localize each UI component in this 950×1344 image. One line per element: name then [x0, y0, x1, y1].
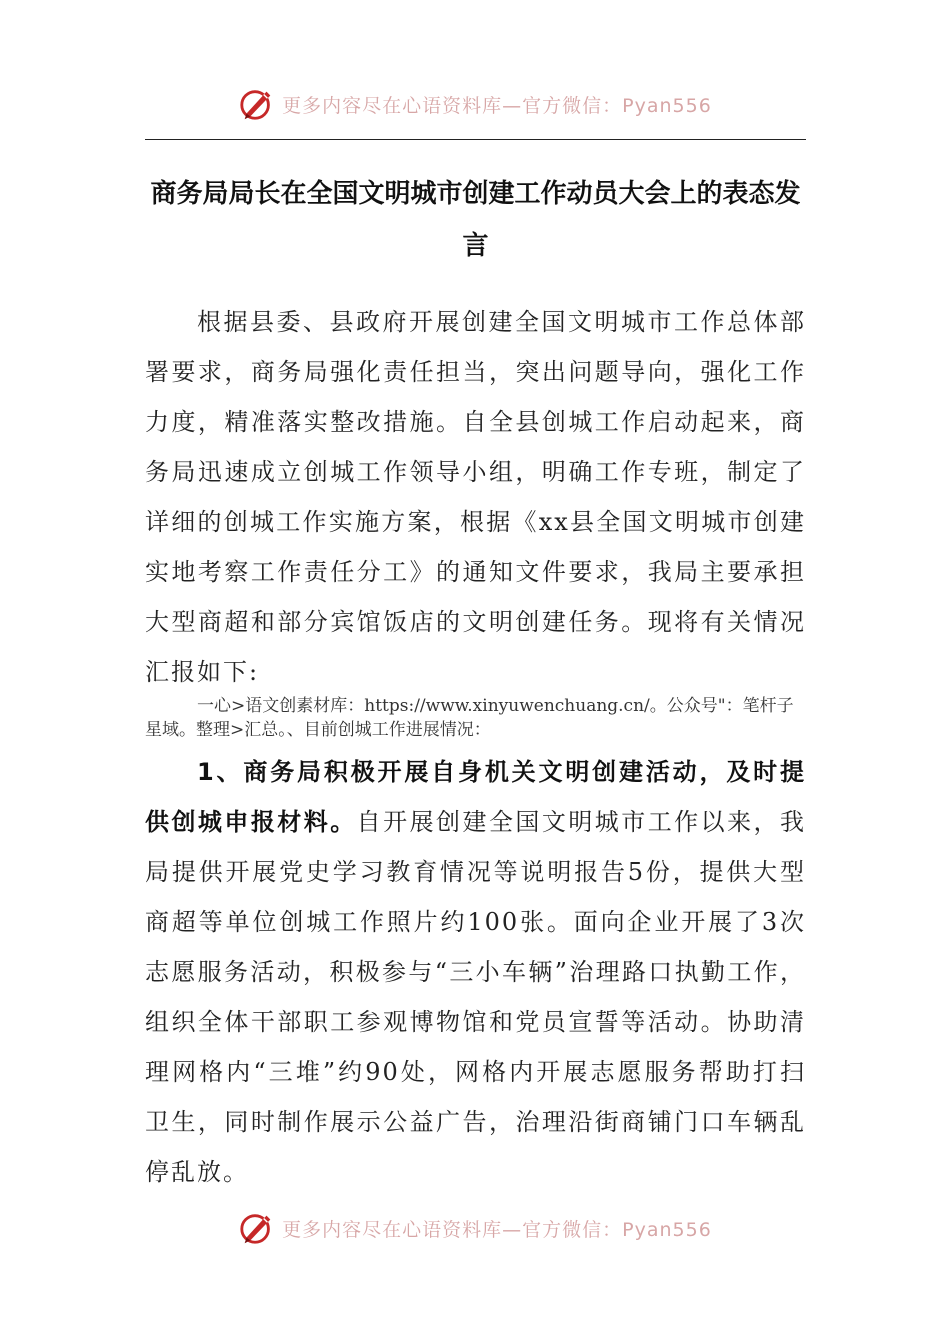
footer-banner-text: 更多内容尽在心语资料库—官方微信：Pyan556 — [282, 1218, 712, 1241]
header-banner-text: 更多内容尽在心语资料库—官方微信：Pyan556 — [282, 94, 712, 117]
intro-paragraph: 根据县委、县政府开展创建全国文明城市工作总体部署要求，商务局强化责任担当，突出问题导向，强化工作力度，精准落实整改措施。自全县创城工作启动起来，商务局迅速成立创城工作领导小组，明确工作专班，制定了详细的创城工作实施方案，根据《xx县全国文明城市创建实地考察工作责任分工》的通知文件要求，我局主要承担大型商超和部分宾馆饭店的文明创建任务。现将有关情况汇报如下: — [145, 308, 806, 686]
section-1-paragraph — [145, 747, 806, 1197]
header-banner — [0, 82, 950, 126]
document-title: 商务局局长在全国文明城市创建工作动员大会上的表态发言 — [150, 179, 801, 261]
header-divider — [145, 139, 806, 140]
footer-banner — [0, 1206, 950, 1250]
source-note: 一心>语文创素材库：https://www.xinyuwenchuang.cn/。公众号"：笔杆子星域。整理>汇总。、目前创城工作进展情况： — [145, 696, 794, 740]
pen-logo-icon — [238, 1209, 276, 1247]
pen-logo-icon — [238, 85, 276, 123]
section-1-body: 自开展创建全国文明城市工作以来，我局提供开展党史学习教育情况等说明报告5份，提供大型商超等单位创城工作照片约100张。面向企业开展了3次志愿服务活动，积极参与“三小车辆”治理路口执勤工作，组织全体干部职工参观博物馆和党员宣誓等活动。协助清理网格内“三堆”约90处，网格内开展志愿服务帮助打扫卫生，同时制作展示公益广告，治理沿街商铺门口车辆乱停乱放。 — [145, 808, 807, 1186]
section-1-lead: 1、商务局积极开展自身机关文明创建活动，及时提供创城申报材料。 — [145, 758, 806, 836]
